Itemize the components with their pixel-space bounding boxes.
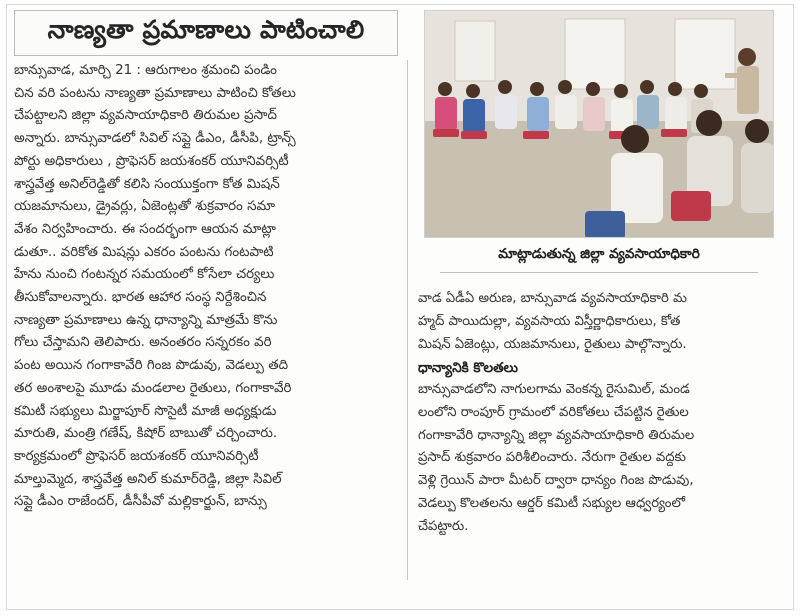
- article-text-line: ప్రసాద్ శుక్రవారం పరిశీలించారు. నేరుగా రైతుల వద్దకు: [418, 450, 686, 466]
- article-text-line: మిషన్ ఏజెంట్లు, యజమానులు, రైతులు పాల్గొన్నారు.: [418, 336, 687, 352]
- article-text-line: లంలోని రాంపూర్ గ్రామంలో వరికోతలు చేపట్టిన రైతుల: [418, 404, 689, 420]
- column-divider: [407, 60, 408, 580]
- meeting-photo-illustration: [425, 11, 774, 238]
- article-text-line: కమిటీ సభ్యులు మిర్జాపూర్ సొసైటీ మాజీ అధ్యక్షుడు: [14, 403, 277, 419]
- meeting-photo: [424, 10, 774, 238]
- article-text-line: నాణ్యతా ప్రమాణాలు ఉన్న ధాన్యాన్ని మాత్రమే కొను: [14, 312, 278, 328]
- article-text-line: బాన్సువాడ, మార్చి 21 : ఆరుగాలం శ్రమంచి పండిం: [14, 63, 277, 78]
- photo-caption-box: [440, 238, 758, 273]
- article-text-line: అన్నారు. బాన్సువాడలో సివిల్ సప్లై డీఎం, డీసీపి, ట్రాన్స్: [14, 131, 296, 147]
- article-text-line: సప్లై డీఎం రాజేందర్, డీసీపీవో మల్లికార్జున్, బాన్సు: [14, 494, 267, 510]
- article-right-column: [418, 288, 788, 539]
- article-text-line: మారుతి, మంత్రి గణేష్, కిషోర్ బాబుతో చర్చించారు.: [14, 426, 278, 442]
- article-text-line: గోలు చేస్తామని తెలిపారు. అనంతరం సన్నరకం వరి: [14, 335, 272, 351]
- article-text-line: పంట అయిన గంగాకావేరి గింజ పొడువు, వెడల్పు తది: [14, 358, 289, 374]
- article-text-line: చేపట్టాలని జిల్లా వ్యవసాయాధికారి తిరుమల ప్రసాద్: [14, 108, 277, 124]
- article-text-line: పోర్టు అధికారులు , ప్రొఫెసర్ జయశంకర్ యూనివర్సిటీ: [14, 153, 289, 169]
- article-text-line: మాల్తుమ్మెద, శాస్త్రవేత్త అనిల్ కుమార్‌రెడ్డి, జిల్లా సివిల్: [14, 471, 282, 487]
- article-text-line: చిన వరి పంటను నాణ్యతా ప్రమాణాలు పాటించి కోతలు: [14, 85, 296, 101]
- article-text-line: వేశం నిర్వహించారు. ఈ సందర్భంగా ఆయన మాట్లా: [14, 221, 276, 237]
- article-text-line: హ్మద్ పాయిదుల్లా, వ్యవసాయ విస్తీర్ణాధికారులు, కోత: [418, 313, 681, 329]
- article-text-line: తర అంశాలపై మూడు మండలాల రైతులు, గంగాకావేరి: [14, 380, 292, 396]
- article-text-line: తీసుకోవాలన్నారు. భారత ఆహార సంస్థ నిర్దేశించిన: [14, 290, 267, 306]
- article-left-column: [14, 60, 400, 514]
- article-text-line: శాస్త్రవేత్త అనిల్‌రెడ్డితో కలిసి సంయుక్తంగా కోత మిషన్: [14, 176, 280, 192]
- photo-caption: మాట్లాడుతున్న జిల్లా వ్యవసాయాధికారి: [498, 245, 700, 262]
- article-text-line: యజమానులు, డ్రైవర్లు, ఏజెంట్లతో శుక్రవారం సమా: [14, 199, 275, 215]
- article-text-line: వెడల్పు కొలతలను ఆర్డర్ కమిటీ సభ్యుల ఆధ్వర్యంలో: [418, 496, 686, 512]
- article-text-line: గంగాకావేరి ధాన్యాన్ని జిల్లా వ్యవసాయాధికారి తిరుమల: [418, 427, 695, 443]
- headline: నాణ్యతా ప్రమాణాలు పాటించాలి: [47, 15, 365, 44]
- article-text-line: బాన్సువాడలోని నాగులగామ వెంకన్న రైసుమిల్, మండ: [418, 381, 690, 397]
- article-text-line: డుతూ.. వరికోత మిషన్లు ఎకరం పంటను గంటపాటి: [14, 244, 274, 260]
- headline-box: [14, 10, 398, 56]
- article-text-line: కార్యక్రమంలో ప్రొఫెసర్ జయశంకర్ యూనివర్సిటీ: [14, 448, 259, 464]
- article-text-line: వెళ్లి గ్రెయిన్ పారా మీటర్ ద్వారా ధాన్యం గింజ పొడువు,: [418, 473, 694, 489]
- subheading: ధాన్యానికి కొలతలు: [418, 359, 519, 376]
- article-text-line: చేపట్టారు.: [418, 519, 469, 535]
- article-text-line: హేను నుంచి గంటన్నర సమయంలో కోసేలా చర్యలు: [14, 267, 275, 283]
- article-text-line: వాడ ఏడీఏ అరుణ, బాన్సువాడ వ్యవసాయాధికారి మ: [418, 291, 687, 306]
